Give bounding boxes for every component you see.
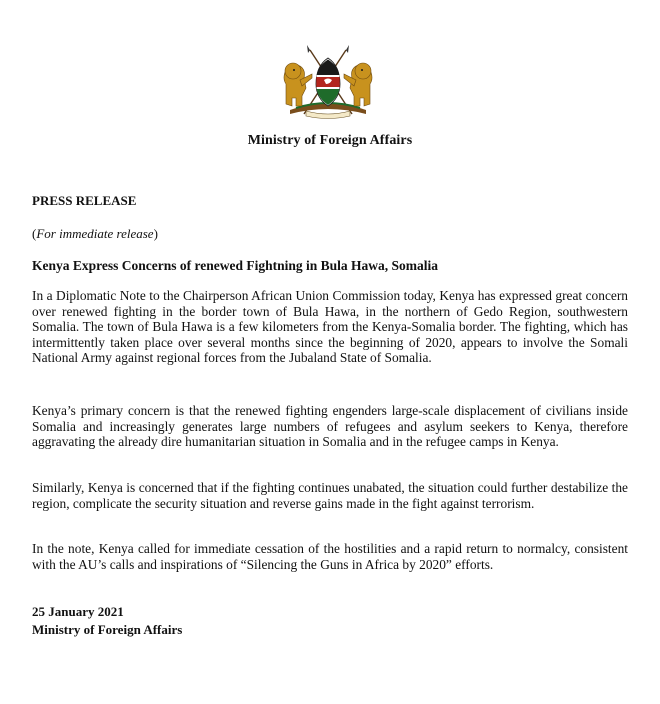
release-headline: Kenya Express Concerns of renewed Fightning in Bula Hawa, Somalia: [32, 258, 439, 273]
ministry-header: Ministry of Foreign Affairs: [247, 133, 413, 148]
release-date: 25 January 2021: [32, 604, 124, 619]
body-paragraph: In the note, Kenya called for immediate cessation of the hostilities and a rapid return to normalcy, consistent with the AU’s calls and inspirations of “Silencing the Guns in Africa by 2020” efforts.: [32, 541, 628, 572]
body-paragraph: Similarly, Kenya is concerned that if the fighting continues unabated, the situation could further destabilize the region, complicate the security situation and reverse gains made in the fight against terrorism.: [32, 480, 628, 511]
immediate-release-text: For immediate release: [36, 226, 154, 241]
press-release-label: PRESS RELEASE: [32, 193, 137, 208]
body-paragraph: Kenya’s primary concern is that the renewed fighting engenders large-scale displacement of civilians inside Somalia and increasingly generates large numbers of refugees and asylum seekers to Kenya, therefore aggravating the already dire humanitarian situation in Somalia and in the refugee camps in Kenya.: [32, 403, 628, 450]
paren-close: ): [153, 226, 158, 241]
signoff-ministry: Ministry of Foreign Affairs: [32, 622, 183, 637]
body-paragraph: In a Diplomatic Note to the Chairperson African Union Commission today, Kenya has expressed great concern over renewed fighting in the border town of Bula Hawa, in the northern of Gedo Region, southwestern Somalia. The town of Bula Hawa is a few kilometers from the Kenya-Somalia border. The fighting, which has intermittently taken place over several months since the beginning of 2020, appears to involve the Somali National Army against regional forces from the Jubaland State of Somalia.: [32, 288, 628, 366]
kenya-coat-of-arms-icon: [272, 44, 384, 120]
paren-open: (: [32, 226, 37, 241]
release-note: [32, 226, 158, 242]
